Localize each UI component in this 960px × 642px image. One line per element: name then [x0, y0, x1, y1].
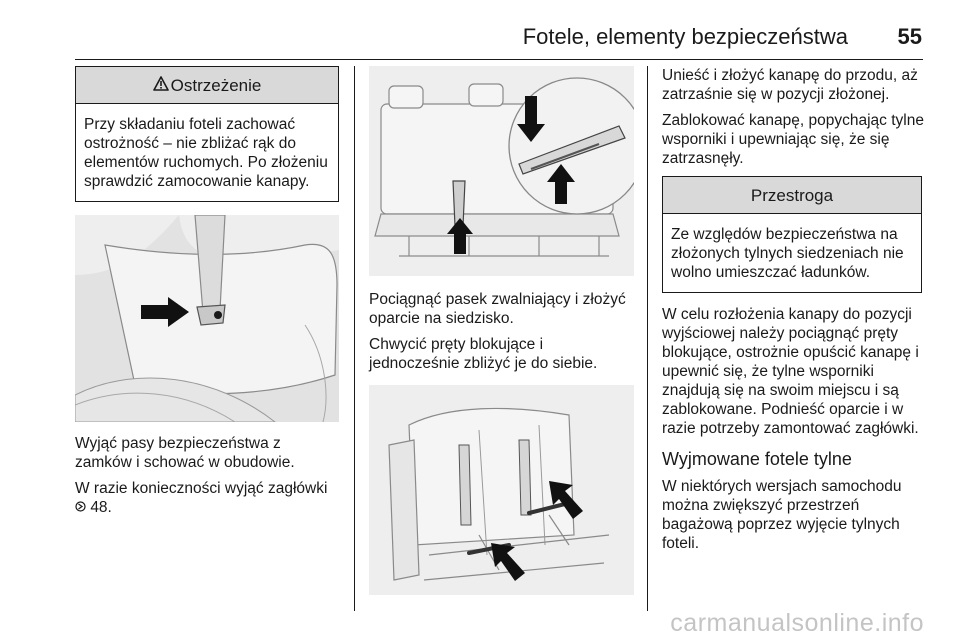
header-divider [75, 59, 923, 60]
col3-paragraph-4: W niektórych wersjach samochodu można zwiększyć przestrzeń bagażową poprzez wyjęcie tylnych foteli. [662, 478, 902, 552]
col1-paragraph-1: Wyjąć pasy bezpieczeństwa z zamków i schować w obudowie. [75, 435, 295, 471]
column-3 [662, 66, 926, 560]
warning-text: Przy składaniu foteli zachować ostrożność – nie zbliżać rąk do elementów ruchomych. Po złożeniu sprawdzić zamocowanie kanapy. [84, 116, 328, 190]
column-divider-1 [354, 66, 355, 611]
figure-seatbelt-buckle [75, 215, 339, 422]
caution-box [662, 176, 922, 293]
figure-release-strap [369, 66, 634, 276]
col3-paragraph-2: Zablokować kanapę, popychając tylne wsporniki i upewniając się, że się zatrzasnęły. [662, 112, 924, 167]
caution-heading: Przestroga [663, 177, 921, 214]
page-header-title: Fotele, elementy bezpieczeństwa [522, 24, 848, 49]
page-reference: 48. [90, 499, 112, 516]
col1-paragraph-2-text: W razie konieczności wyjąć zagłówki [75, 480, 328, 497]
warning-heading: Ostrzeżenie [170, 76, 262, 95]
warning-box [75, 66, 339, 202]
col3-paragraph-3: W celu rozłożenia kanapy do pozycji wyjściowej należy pociągnąć pręty blokujące, ostrożnie opuścić kanapę i upewnić się, że tylne wsporniki znajdują się na swoim miejscu i są zablokowane. Podnieść oparcie i w razie potrzeby zamontować zagłówki. [662, 306, 919, 437]
col2-paragraph-2: Chwycić pręty blokujące i jednocześnie zbliżyć je do siebie. [369, 336, 598, 372]
column-divider-2 [647, 66, 648, 611]
column-1 [75, 66, 339, 524]
page-reference-arrow-icon [75, 499, 86, 516]
warning-box-header [76, 67, 338, 104]
page-number: 55 [897, 24, 922, 49]
section-subheading: Wyjmowane fotele tylne [662, 449, 852, 469]
col1-paragraph-2 [75, 479, 339, 517]
column-2 [369, 66, 634, 595]
caution-text: Ze względów bezpieczeństwa na złożonych tylnych siedzeniach nie wolno umieszczać ładunków. [671, 226, 904, 281]
figure-locking-bars [369, 385, 634, 595]
col3-paragraph-1: Unieść i złożyć kanapę do przodu, aż zatrzaśnie się w pozycji złożonej. [662, 67, 918, 103]
warning-triangle-icon [153, 76, 169, 95]
col2-paragraph-1: Pociągnąć pasek zwalniający i złożyć oparcie na siedzisko. [369, 291, 626, 327]
watermark: carmanualsonline.info [670, 609, 924, 637]
